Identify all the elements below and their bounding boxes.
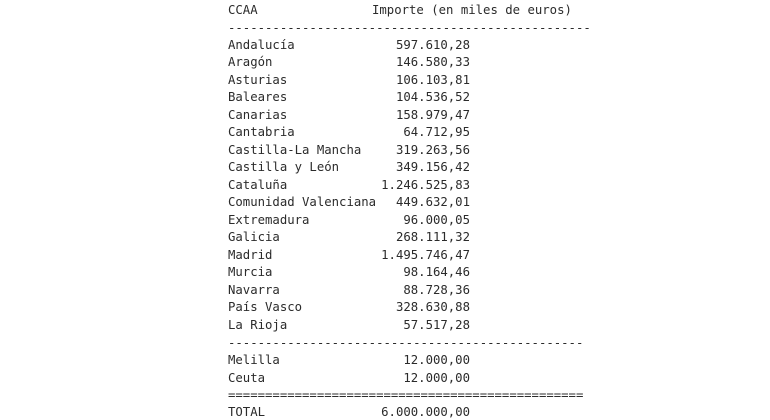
region-name: Castilla y León [228,160,340,174]
column-header-ccaa: CCAA [228,3,258,17]
region-amount: 106.103,81 [395,73,470,87]
table-row [228,36,470,54]
region-name: Aragón [228,55,273,69]
region-amount: 1.246.525,83 [381,178,470,192]
column-header-importe: Importe (en miles de euros) [372,3,572,17]
region-name: Canarias [228,108,288,122]
region-name: Castilla-La Mancha [228,143,362,157]
city-name: Ceuta [228,371,266,385]
table-row [228,176,470,194]
region-amount: 597.610,28 [395,38,470,52]
region-amount: 328.630,88 [395,300,470,314]
city-amount: 12.000,00 [403,371,470,385]
region-amount: 104.536,52 [395,90,470,104]
table-row [228,193,470,211]
table-row [228,263,470,281]
region-name: Galicia [228,230,280,244]
total-row [228,403,470,420]
table-row [228,246,470,264]
table-row [228,53,470,71]
table-row [228,211,470,229]
table-row [228,228,470,246]
city-amount: 12.000,00 [403,353,470,367]
table-row [228,281,470,299]
region-amount: 158.979,47 [395,108,470,122]
table-row [228,369,470,387]
region-amount: 449.632,01 [395,195,470,209]
total-label: TOTAL [228,405,266,419]
table-row [228,351,470,369]
table-row [228,316,470,334]
region-name: Extremadura [228,213,310,227]
table-row [228,298,470,316]
region-name: Comunidad Valenciana [228,195,377,209]
region-amount: 1.495.746,47 [381,248,470,262]
region-name: Cantabria [228,125,295,139]
separator-dashed: ------------------------------------------------ [228,336,584,350]
region-name: Asturias [228,73,288,87]
region-name: Baleares [228,90,288,104]
table-row [228,71,470,89]
region-name: Navarra [228,283,280,297]
region-name: Madrid [228,248,273,262]
table-row [228,106,470,124]
table-row [228,158,470,176]
region-name: Andalucía [228,38,295,52]
region-amount: 57.517,28 [403,318,470,332]
separator-dashed: ------------------------------------------------- [228,21,591,35]
region-amount: 88.728,36 [403,283,470,297]
city-name: Melilla [228,353,280,367]
region-amount: 98.164,46 [403,265,470,279]
region-amount: 268.111,32 [395,230,470,244]
total-amount: 6.000.000,00 [381,405,470,419]
table-row [228,141,470,159]
region-amount: 349.156,42 [395,160,470,174]
region-amount: 319.263,56 [395,143,470,157]
region-name: País Vasco [228,300,303,314]
region-amount: 64.712,95 [403,125,470,139]
region-name: Cataluña [228,178,288,192]
region-amount: 146.580,33 [395,55,470,69]
region-name: Murcia [228,265,273,279]
table-row [228,123,470,141]
region-name: La Rioja [228,318,288,332]
separator-double: ================================================ [228,388,584,402]
table-row [228,88,470,106]
region-amount: 96.000,05 [403,213,470,227]
